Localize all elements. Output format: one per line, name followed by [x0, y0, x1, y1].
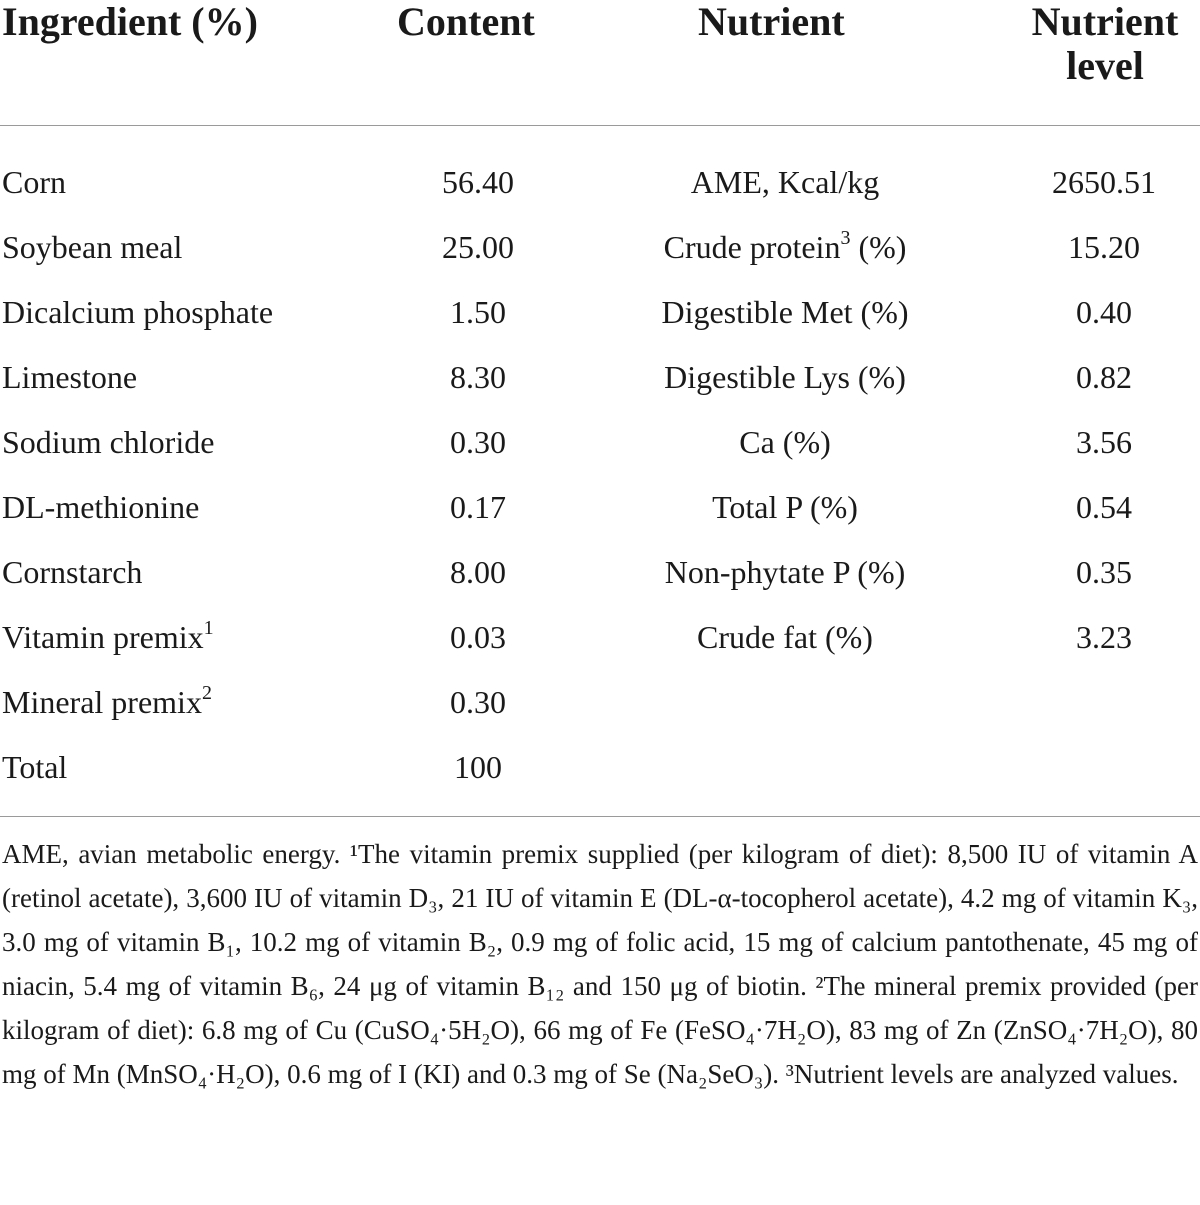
content-cell: 0.30	[450, 684, 506, 720]
ingredient-cell	[2, 540, 142, 605]
header-ingredient: Ingredient (%)	[2, 0, 258, 44]
content-cell: 0.30	[450, 424, 506, 460]
ingredient-name: Dicalcium phosphate	[2, 294, 274, 330]
table-row	[0, 540, 1200, 605]
table-row	[0, 215, 1200, 280]
table-row	[0, 410, 1200, 475]
table-row	[0, 670, 1200, 735]
nutrient-level-cell: 15.20	[1068, 229, 1140, 265]
nutrient-cell	[600, 280, 970, 345]
table-bottom-rule	[0, 816, 1200, 817]
ingredient-name: DL-methionine	[2, 489, 200, 525]
ingredient-footnote-marker: 1	[203, 617, 214, 639]
nutrient-level-cell: 3.56	[1076, 424, 1132, 460]
nutrient-level-cell: 0.54	[1076, 489, 1132, 525]
table-header	[0, 0, 1200, 125]
nutrient-name: Crude protein	[663, 229, 841, 265]
table-top-rule	[0, 125, 1200, 126]
table-row	[0, 475, 1200, 540]
table-row	[0, 735, 1200, 800]
ingredient-cell	[2, 475, 199, 540]
table-row	[0, 280, 1200, 345]
ingredient-cell	[2, 150, 66, 215]
nutrient-level-cell: 2650.51	[1052, 164, 1156, 200]
ingredient-cell	[2, 410, 214, 475]
ingredient-name: Mineral premix	[2, 684, 202, 720]
nutrient-footnote-marker: 3	[840, 227, 851, 249]
content-cell: 8.30	[450, 359, 506, 395]
nutrient-level-cell: 3.23	[1076, 619, 1132, 655]
ingredient-cell	[2, 605, 214, 670]
ingredient-cell	[2, 670, 212, 735]
content-cell: 56.40	[442, 164, 514, 200]
table-row	[0, 150, 1200, 215]
footnote-text: AME, avian metabolic energy. ¹The vitamin premix supplied (per kilogram of diet): 8,500 IU of vitamin A (retinol acetate), 3,600 IU of vitamin D₃, 21 IU of vitamin E (DL-α-tocopherol acetate), 4.2 mg of vitamin K₃, 3.0 mg of vitamin B₁, 10.2 mg of vitamin B₂, 0.9 mg of folic acid, 15 mg of calcium pantothenate, 45 mg of niacin, 5.4 mg of vitamin B₆, 24 μg of vitamin B₁₂ and 150 μg of biotin. ²The mineral premix provided (per kilogram of diet): 6.8 mg of Cu (CuSO₄·5H₂O), 66 mg of Fe (FeSO₄·7H₂O), 83 mg of Zn (ZnSO₄·7H₂O), 80 mg of Mn (MnSO₄·H₂O), 0.6 mg of I (KI) and 0.3 mg of Se (Na₂SeO₃). ³Nutrient levels are analyzed values.	[2, 839, 1198, 1089]
nutrient-level-cell: 0.35	[1076, 554, 1132, 590]
ingredient-name: Vitamin premix	[2, 619, 204, 655]
header-nutrient-level-line1: Nutrient	[1031, 0, 1179, 44]
ingredient-cell	[2, 280, 273, 345]
nutrient-unit: (%)	[850, 229, 907, 265]
ingredient-name: Total	[2, 749, 68, 785]
nutrient-level-cell: 0.40	[1076, 294, 1132, 330]
nutrient-name: Total P (%)	[712, 489, 858, 525]
nutrient-cell	[600, 605, 970, 670]
content-cell: 0.03	[450, 619, 506, 655]
ingredient-name: Cornstarch	[2, 554, 143, 590]
content-cell: 25.00	[442, 229, 514, 265]
ingredient-cell	[2, 345, 137, 410]
nutrient-cell	[600, 540, 970, 605]
ingredient-footnote-marker: 2	[201, 682, 212, 704]
nutrient-name: Crude fat (%)	[697, 619, 873, 655]
ingredient-name: Limestone	[2, 359, 138, 395]
nutrient-cell	[600, 410, 970, 475]
nutrient-name: AME, Kcal/kg	[690, 164, 880, 200]
content-cell: 100	[454, 749, 502, 785]
nutrient-level-cell: 0.82	[1076, 359, 1132, 395]
nutrient-name: Digestible Lys (%)	[664, 359, 906, 395]
nutrient-cell	[600, 215, 970, 280]
ingredient-cell	[2, 215, 182, 280]
ingredient-name: Sodium chloride	[2, 424, 215, 460]
ingredient-cell	[2, 735, 67, 800]
content-cell: 8.00	[450, 554, 506, 590]
table-footnote	[2, 832, 1198, 1096]
header-nutrient-level	[1010, 0, 1200, 88]
content-cell: 0.17	[450, 489, 506, 525]
nutrient-cell	[600, 150, 970, 215]
content-cell: 1.50	[450, 294, 506, 330]
table-body	[0, 150, 1200, 800]
nutrient-name: Digestible Met (%)	[661, 294, 909, 330]
nutrient-cell	[600, 475, 970, 540]
nutrient-name: Non-phytate P (%)	[664, 554, 906, 590]
table-row	[0, 605, 1200, 670]
header-nutrient: Nutrient	[698, 0, 845, 44]
nutrient-cell	[600, 345, 970, 410]
header-nutrient-level-line2: level	[1066, 43, 1144, 88]
header-content: Content	[397, 0, 535, 44]
ingredient-name: Soybean meal	[2, 229, 183, 265]
ingredient-name: Corn	[2, 164, 66, 200]
nutrient-name: Ca (%)	[739, 424, 831, 460]
table-row	[0, 345, 1200, 410]
